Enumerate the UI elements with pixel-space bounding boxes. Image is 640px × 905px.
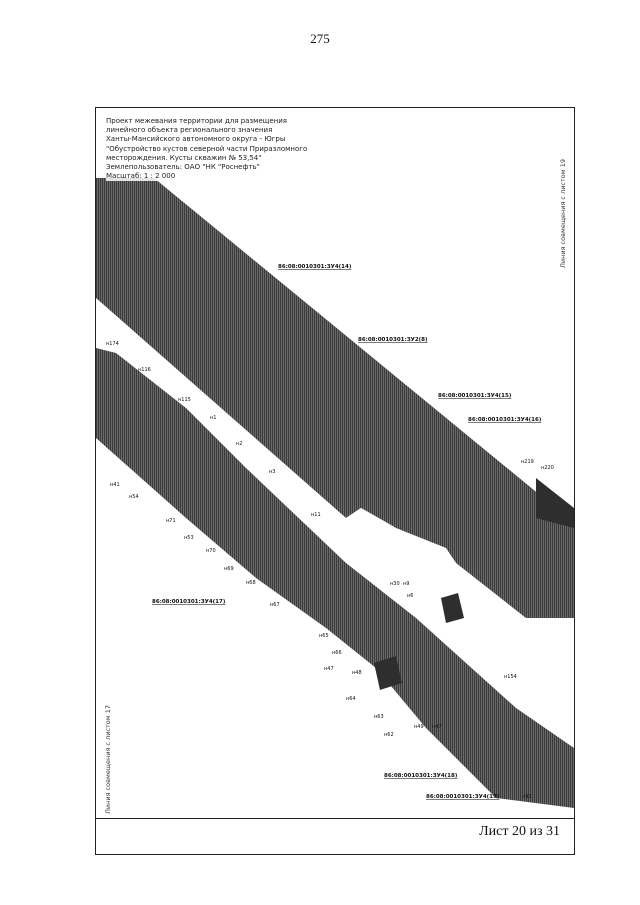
alignment-line-label-left: Линия совмещения с листом 17 [104, 704, 112, 814]
point-label: н30 [390, 581, 400, 587]
point-label: н219 [521, 459, 534, 465]
cadastral-label: 86:08:0010301:ЗУ4(18) [384, 773, 458, 779]
junction-block-c [441, 593, 464, 623]
point-label: н47 [432, 724, 442, 730]
point-label: н91 [522, 794, 532, 800]
cadastral-label: 86:08:0010301:ЗУ4(14) [278, 264, 352, 270]
map-drawing [96, 108, 574, 818]
title-line: Ханты-Мансийского автономного округа - Югры [106, 135, 286, 144]
sheet-label: Лист 20 из 31 [479, 824, 560, 839]
point-label: н1 [210, 415, 217, 421]
title-line: месторождения. Кусты скважин № 53,54" [106, 153, 262, 162]
point-label: н48 [352, 670, 362, 676]
point-label: н41 [110, 482, 120, 488]
title-line: Землепользователь: ОАО "НК "Роснефть" [106, 163, 260, 172]
point-label: н11 [311, 512, 321, 518]
point-label: н49 [414, 724, 424, 730]
point-label: н154 [504, 674, 517, 680]
title-block [106, 117, 331, 181]
point-label: н115 [178, 397, 191, 403]
point-label: н68 [246, 580, 256, 586]
point-label: н62 [384, 732, 394, 738]
title-line: Проект межевания территории для размещения [106, 117, 287, 125]
point-label: н174 [106, 341, 119, 347]
cadastral-label: 86:08:0010301:ЗУ4(17) [152, 599, 226, 605]
point-label: н53 [184, 535, 194, 541]
cadastral-label: 86:08:0010301:ЗУ2(8) [358, 337, 428, 343]
cadastral-label: 86:08:0010301:ЗУ4(19) [426, 794, 500, 800]
point-label: н65 [319, 633, 329, 639]
point-label: н66 [332, 650, 342, 656]
point-label: н67 [270, 602, 280, 608]
point-label: н54 [129, 494, 139, 500]
point-label: н47 [324, 666, 334, 672]
alignment-line-label-right: Линия совмещения с листом 19 [559, 158, 567, 268]
point-label: н2 [236, 441, 243, 447]
point-label: н116 [138, 367, 151, 373]
point-label: н71 [166, 518, 176, 524]
cadastral-label: 86:08:0010301:ЗУ4(15) [438, 393, 512, 399]
point-label: н64 [346, 696, 356, 702]
point-label: н3 [269, 469, 276, 475]
scale-line: Масштаб: 1 : 2 000 [106, 172, 176, 181]
page-number: 275 [310, 31, 330, 46]
point-label: н6 [407, 593, 414, 599]
point-label: н69 [224, 566, 234, 572]
title-line: "Обустройство кустов северной части Приразломного [106, 144, 308, 153]
map-sheet-frame [95, 107, 575, 855]
title-line: линейного объекта регионального значения [106, 126, 273, 135]
point-label: н9 [403, 581, 410, 587]
point-label: н220 [541, 465, 554, 471]
cadastral-label: 86:08:0010301:ЗУ4(16) [468, 417, 542, 423]
point-label: н70 [206, 548, 216, 554]
point-label: н63 [374, 714, 384, 720]
map-area [96, 108, 574, 819]
